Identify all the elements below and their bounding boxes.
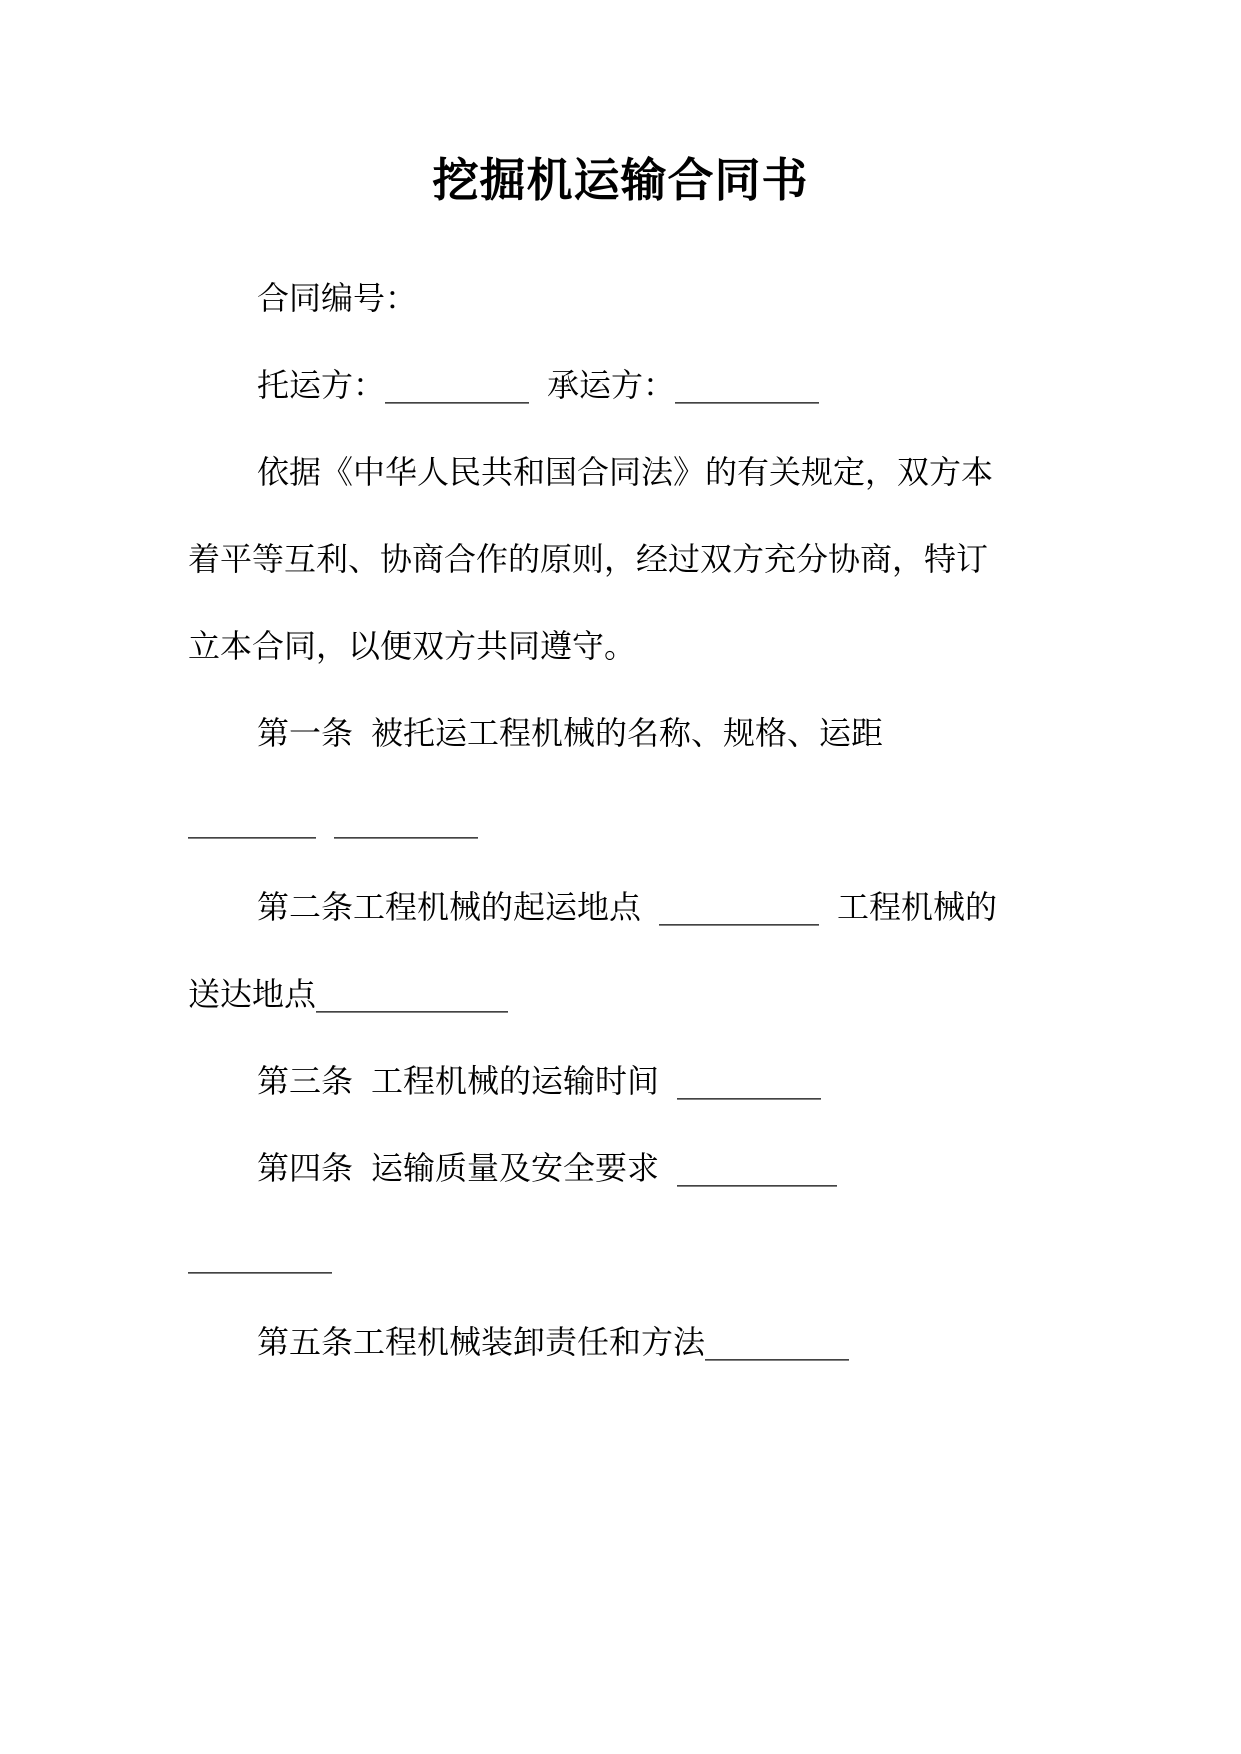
- preamble-line-3: 立本合同，以便双方共同遵守。: [188, 627, 637, 665]
- article-4-continuation: _________: [188, 1236, 332, 1274]
- article-2-tail: 工程机械的: [837, 888, 998, 926]
- article-5: 第五条工程机械装卸责任和方法_________: [257, 1323, 850, 1361]
- article-3-text: 工程机械的运输时间: [371, 1062, 660, 1100]
- article-2-text: 第二条工程机械的起运地点: [257, 888, 642, 926]
- article-4-heading: 第四条: [257, 1149, 354, 1187]
- carrier-field: 承运方：_________: [547, 366, 820, 404]
- article-1: [257, 711, 883, 755]
- article-1-text: 被托运工程机械的名称、规格、运距: [371, 714, 884, 752]
- article-2-line-1: [257, 885, 997, 929]
- article-1-blanks: [188, 798, 478, 842]
- contract-number-label: 合同编号：: [257, 279, 418, 317]
- document-title: 挖掘机运输合同书: [432, 153, 809, 207]
- article-4: [257, 1146, 837, 1190]
- article-3-blank: _________: [677, 1062, 822, 1100]
- article-2-line-2: 送达地点____________: [188, 975, 509, 1013]
- article-2-blank: __________: [659, 888, 820, 926]
- article-1-blank-a: ________: [188, 801, 316, 839]
- article-3-heading: 第三条: [257, 1062, 354, 1100]
- article-4-blank: __________: [677, 1149, 838, 1187]
- preamble-line-2: 着平等互利、协商合作的原则，经过双方充分协商，特订: [188, 540, 989, 578]
- article-3: [257, 1059, 821, 1103]
- consignor-field: 托运方：_________: [257, 366, 530, 404]
- article-4-text: 运输质量及安全要求: [371, 1149, 660, 1187]
- parties-line: [257, 363, 819, 407]
- preamble-line-1: 依据《中华人民共和国合同法》的有关规定，双方本: [257, 453, 994, 491]
- article-1-heading: 第一条: [257, 714, 354, 752]
- article-1-blank-b: _________: [334, 801, 478, 839]
